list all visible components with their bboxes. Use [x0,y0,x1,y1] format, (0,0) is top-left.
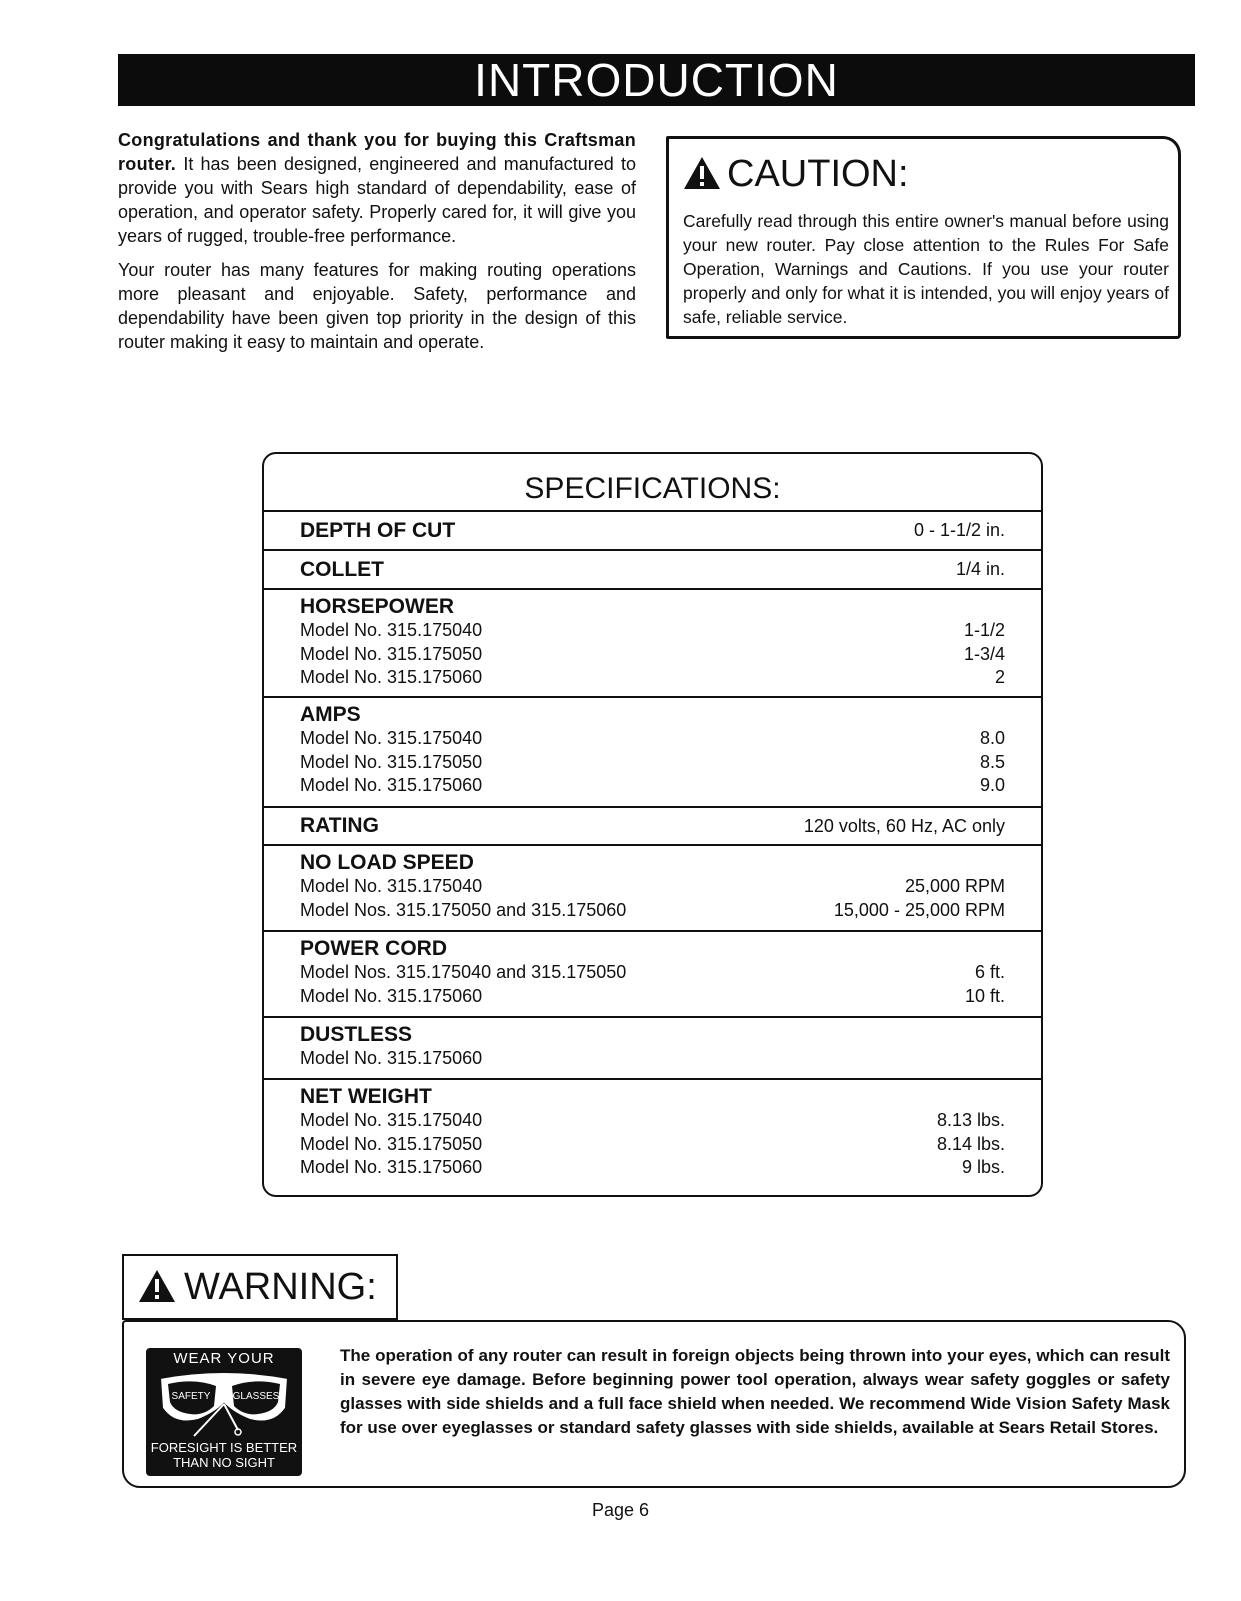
spec-model: Model Nos. 315.175050 and 315.175060 [300,899,627,920]
caution-body: Carefully read through this entire owner's manual before using your new router. Pay close attention to the Rules For Safe Operation, Warnings and Cautions. If you use your router properly and only for what it is intended, you will enjoy years of safe, reliable service. [683,211,1169,327]
spec-label: COLLET [300,558,384,581]
spec-label: NO LOAD SPEED [300,851,474,874]
spec-power-cord [264,932,1041,1018]
spec-value: 15,000 - 25,000 RPM [833,899,1005,920]
spec-row [300,1156,1005,1180]
spec-model: Model No. 315.175060 [300,985,483,1006]
spec-value: 9.0 [979,775,1005,795]
spec-label: NET WEIGHT [300,1085,432,1108]
badge-bottom-line-2: THAN NO SIGHT [173,1455,275,1470]
spec-value: 25,000 RPM [904,876,1005,896]
spec-dustless [264,1018,1041,1080]
warning-box [122,1320,1186,1488]
intro-paragraph-2: Your router has many features for making routing operations more pleasant and enjoyable. Safety, performance and dependability have been given top priority in the design of this router making it easy to maintain and operate. [118,260,636,352]
warning-heading-text: WARNING: [184,1266,377,1308]
spec-model: Model No. 315.175050 [300,751,483,772]
spec-row [300,727,1005,751]
spec-model: Model No. 315.175040 [300,620,483,640]
spec-model: Model No. 315.175060 [300,1048,483,1068]
spec-value: 1-3/4 [963,643,1005,664]
spec-value: 2 [994,667,1005,687]
spec-row [300,643,1005,667]
spec-label: POWER CORD [300,937,447,960]
spec-value: 120 volts, 60 Hz, AC only [803,816,1005,836]
spec-value: 1/4 in. [955,559,1005,579]
spec-value: 8.13 lbs. [936,1110,1005,1130]
spec-row [300,751,1005,775]
spec-net-weight [264,1080,1041,1180]
badge-safety-text: SAFETY [171,1391,211,1402]
caution-box [666,136,1181,339]
spec-model: Model No. 315.175060 [300,775,483,795]
page-number: Page 6 [591,1500,650,1520]
warning-triangle-icon [138,1260,176,1322]
badge-glasses-text: GLASSES [232,1391,280,1402]
caution-heading-text: CAUTION: [727,153,909,195]
badge-bottom-text [146,1440,302,1470]
warning-body: The operation of any router can result in foreign objects being thrown into your eyes, which can result in severe eye damage. Before beginning power tool operation, always wear safety goggles or safety glasses with side shields and a full face shield when needed. We recommend Wide Vision Safety Mask for use over eyeglasses or standard safety glasses with side shields, available at Sears Retail Stores. [340,1346,1170,1437]
spec-value: 8.0 [979,728,1005,748]
spec-depth-of-cut [264,512,1041,551]
spec-value: 10 ft. [964,985,1005,1006]
spec-row [300,619,1005,643]
spec-model: Model No. 315.175040 [300,728,483,748]
badge-top-text: WEAR YOUR [173,1350,275,1367]
spec-row [300,1133,1005,1157]
spec-amps [264,698,1041,808]
spec-collet [264,551,1041,590]
spec-label: DUSTLESS [300,1023,413,1046]
safety-glasses-icon [154,1368,294,1438]
intro-paragraph-1-rest: It has been designed, engineered and manufactured to provide you with Sears high standard of dependability, ease of operation, and operator safety. Properly cared for, it will give you years of rugged, trouble-free performance. [118,154,636,246]
spec-value: 8.5 [979,751,1005,772]
spec-value: 1-1/2 [963,620,1005,640]
spec-rating [264,808,1041,846]
spec-model: Model No. 315.175040 [300,876,483,896]
spec-value: 0 - 1-1/2 in. [913,520,1005,540]
caution-heading [683,149,909,199]
warning-heading [122,1254,398,1320]
spec-model: Model No. 315.175060 [300,667,483,687]
spec-model: Model Nos. 315.175040 and 315.175050 [300,962,627,982]
spec-label: AMPS [300,703,361,726]
intro-lead-bold: Congratulations and thank you for buying this Craftsman router. [118,130,636,174]
spec-model: Model No. 315.175060 [300,1157,483,1177]
spec-no-load-speed [264,846,1041,932]
specifications-table [262,452,1043,1197]
spec-model: Model No. 315.175050 [300,643,483,664]
spec-horsepower [264,590,1041,698]
spec-value: 9 lbs. [961,1157,1005,1177]
spec-row [300,985,1005,1009]
intro-paragraph-1 [118,128,636,248]
spec-row [300,1109,1005,1133]
safety-glasses-badge [146,1348,302,1476]
spec-label: RATING [300,814,379,837]
spec-model: Model No. 315.175040 [300,1110,483,1130]
intro-text [118,128,636,364]
spec-row [300,899,1005,923]
section-banner: INTRODUCTION [118,54,1195,106]
spec-value: 6 ft. [974,962,1005,982]
badge-bottom-line-1: FORESIGHT IS BETTER [150,1440,298,1455]
spec-row [300,774,1005,798]
spec-row [300,666,1005,690]
spec-model: Model No. 315.175050 [300,1133,483,1154]
spec-row [300,875,1005,899]
specifications-title: SPECIFICATIONS: [264,454,1041,512]
spec-row [300,961,1005,985]
spec-label: HORSEPOWER [300,595,455,618]
spec-row [300,1047,1005,1071]
spec-value: 8.14 lbs. [936,1133,1005,1154]
warning-triangle-icon [683,153,721,203]
spec-label: DEPTH OF CUT [300,519,456,542]
